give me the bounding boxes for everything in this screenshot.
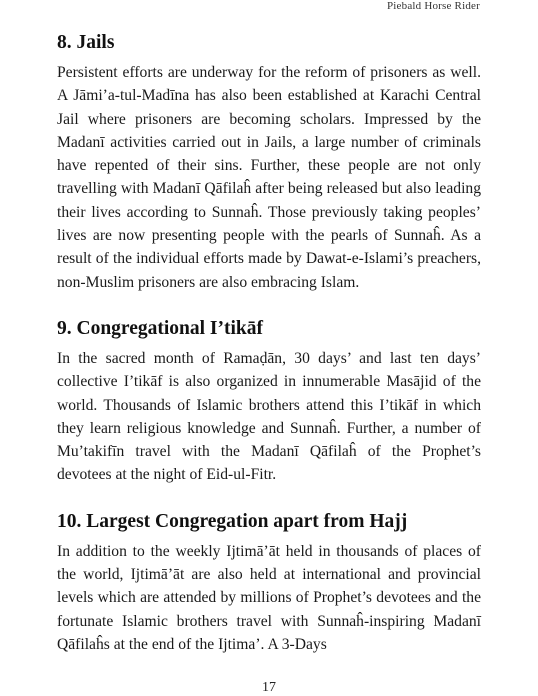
section-paragraph: In the sacred month of Ramaḍān, 30 days’ and last ten days’ collective I’tikāf is also organized in innumerable Masājid of the world. Thousands of Islamic brothers attend this I’tikāf in which they learn religious knowledge and Sunnaĥ. Further, a number of Mu’takifīn travel with the Madanī Qāfilaĥ of the Prophet’s devotees at the night of Eid-ul-Fitr. xyxy=(57,349,481,484)
section-heading: 10. Largest Congregation apart from Hajj xyxy=(57,510,408,532)
section-paragraph: In addition to the weekly Ijtimā’āt held in thousands of places of the world, Ijtimā’āt are also held at international and provincial levels which are attended by millions of Prophet’s devotees and the fortunate Islamic brothers travel with Sunnaĥ-inspiring Madanī Qāfilaĥs at the end of the Ijtima’. A 3-Days xyxy=(57,542,481,653)
section-heading: 8. Jails xyxy=(57,32,115,53)
section-congregational-itikaf xyxy=(57,316,481,487)
section-largest-congregation xyxy=(57,509,481,656)
section-jails xyxy=(57,30,481,294)
page-number: 17 xyxy=(262,680,276,695)
section-paragraph: Persistent efforts are underway for the reform of prisoners as well. A Jāmi’a-tul-Madīna has also been established at Karachi Central Jail where prisoners are becoming scholars. Impressed by the Madanī activities carried out in Jails, a large number of criminals have repented of their sins. Further, these people are not only travelling with Madanī Qāfilaĥ after being released but also leading their lives according to Sunnaĥ. Those previously taking peoples’ lives are now presenting people with the pearls of Sunnaĥ. As a result of the individual efforts made by Dawat-e-Islami’s preachers, non-Muslim prisoners are also embracing Islam. xyxy=(57,64,481,291)
running-header: Piebald Horse Rider xyxy=(386,0,480,12)
page-content xyxy=(57,30,481,656)
section-heading: 9. Congregational I’tikāf xyxy=(57,317,264,339)
